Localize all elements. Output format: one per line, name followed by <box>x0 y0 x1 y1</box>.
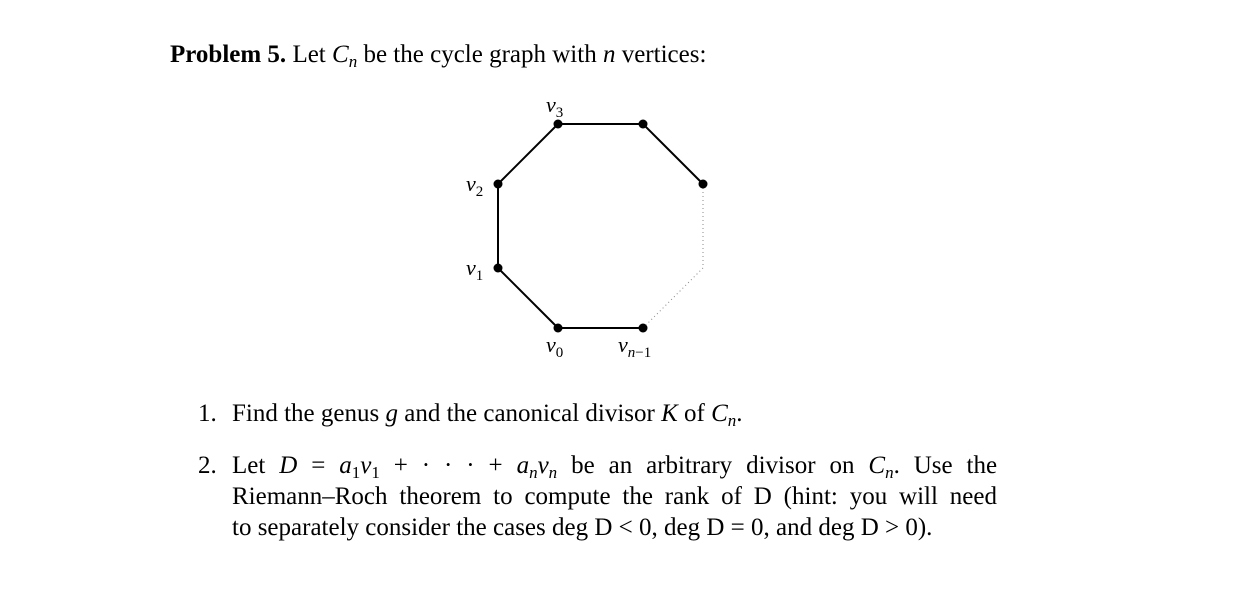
vertex-v2 <box>494 180 503 189</box>
label-v3: $v_3$ <box>546 92 564 121</box>
genus-symbol: g <box>385 400 398 427</box>
graph-symbol: C <box>332 41 349 68</box>
edge-v0-v1 <box>498 268 558 328</box>
problem-intro-pre: Let <box>292 41 326 68</box>
graph-subscript: n <box>348 52 358 72</box>
item-1-graph-subscript: n <box>727 411 737 431</box>
item-1-part-a: Find the genus <box>232 400 380 427</box>
canonical-divisor-symbol: K <box>661 400 678 427</box>
item-2-line-1: Let $D = a_1v_1$ + · · · + $a_nv_n$ be an arbitrary divisor on $C_n$. Use the <box>232 452 998 483</box>
label-v1: $v_1$ <box>466 255 484 284</box>
label-v2: $v_2$ <box>466 171 484 200</box>
problem-intro-end: vertices: <box>621 41 707 68</box>
problem-label: Problem 5. <box>170 41 287 68</box>
item-1-graph-symbol: C <box>711 400 728 427</box>
n-symbol: n <box>602 41 616 68</box>
vertex-v5 <box>699 180 708 189</box>
problem-intro-post: be the cycle graph with <box>363 41 597 68</box>
list-item-1 <box>198 398 998 429</box>
item-2-text <box>232 450 997 543</box>
vertex-vn1 <box>639 324 648 333</box>
problem-heading <box>170 38 706 72</box>
list-item-2 <box>198 450 998 543</box>
item-1-period: . <box>736 400 743 427</box>
item-2-line-2: Riemann–Roch theorem to compute the rank of D (hint: you will need <box>232 483 997 510</box>
dotted-edge-lower-right <box>643 268 703 328</box>
item-1-number: 1. <box>198 400 217 427</box>
label-v0: $v_0$ <box>546 332 564 361</box>
edge-v4-v5 <box>643 124 703 184</box>
item-2-number: 2. <box>198 452 217 479</box>
label-vn1: $v_n-1$ <box>618 332 652 361</box>
item-1-part-b: and the canonical divisor <box>404 400 655 427</box>
cycle-graph-diagram <box>440 88 740 368</box>
item-1-part-c: of <box>684 400 705 427</box>
item-1-text <box>232 398 998 429</box>
item-2-line-3: to separately consider the cases deg D < 0, deg D = 0, and deg D > 0). <box>232 514 933 541</box>
edge-v2-v3 <box>498 124 558 184</box>
vertex-v4 <box>639 120 648 129</box>
vertex-v1 <box>494 264 503 273</box>
